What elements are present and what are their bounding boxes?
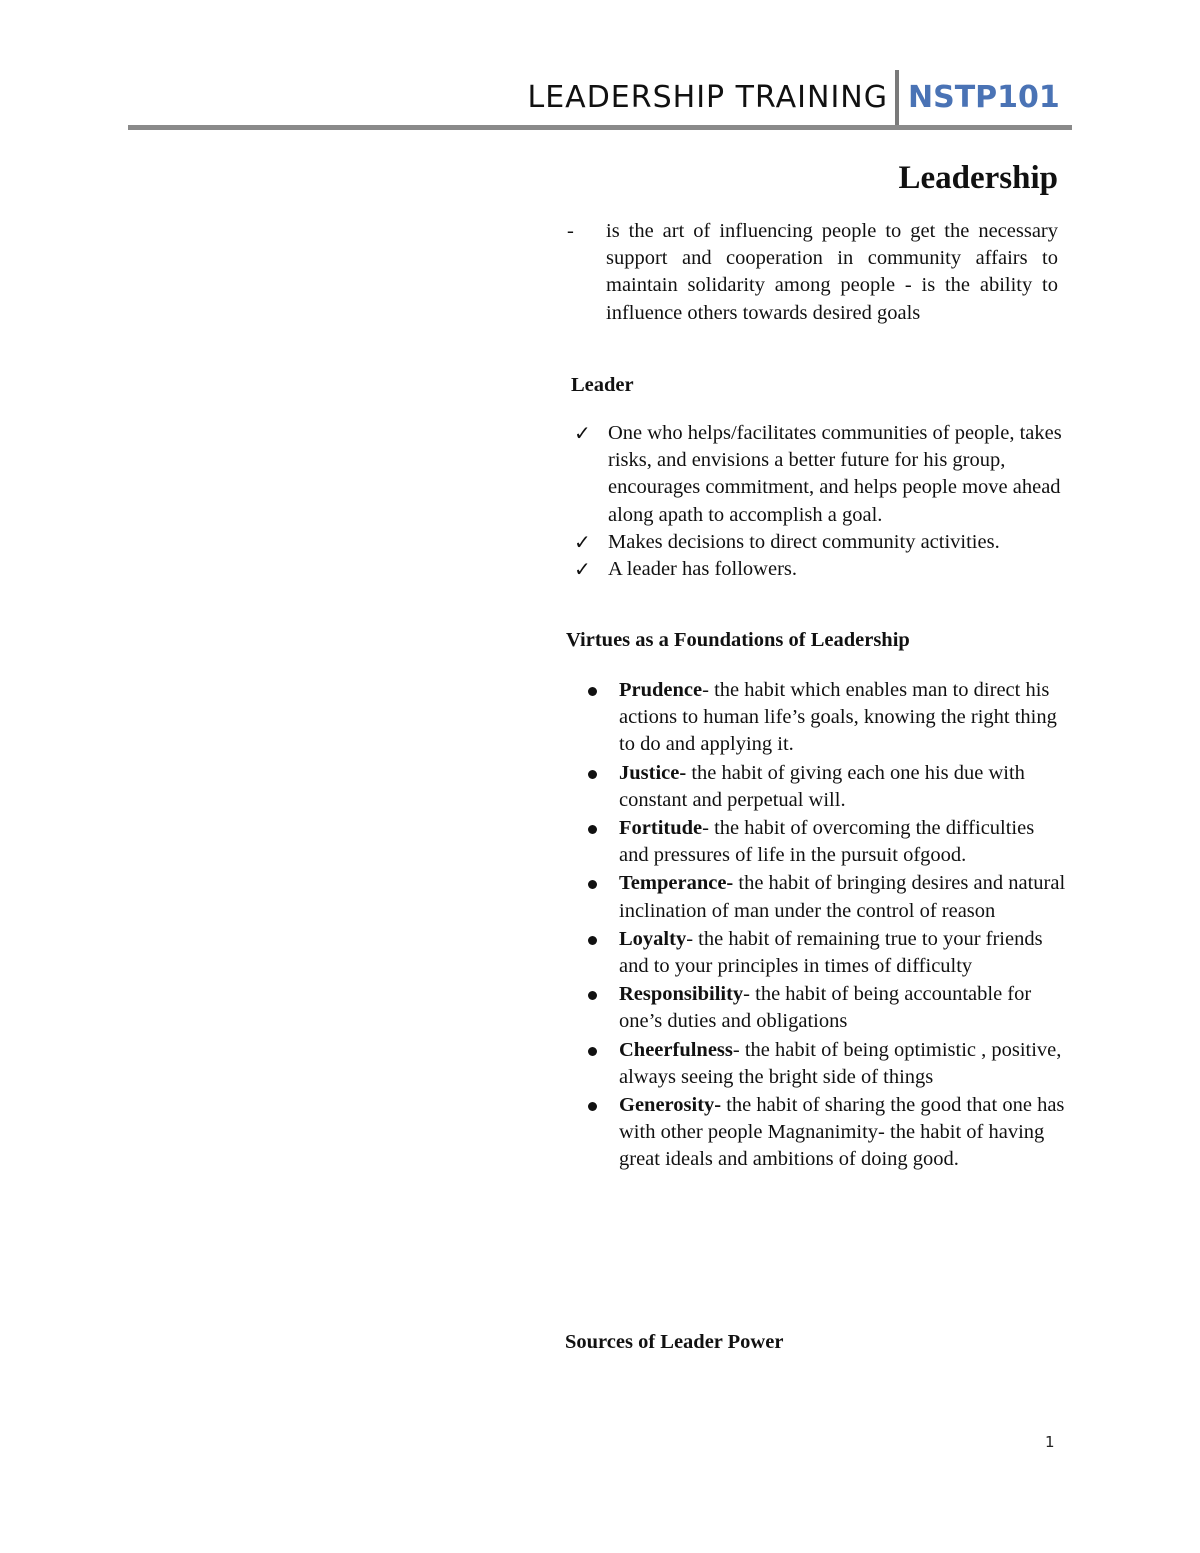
virtue-description: - the habit which enables man to direct his actions to human life’s goals, knowing the right thing to do and applying it.: [619, 679, 1057, 756]
leader-heading: Leader: [571, 374, 634, 396]
sources-heading: Sources of Leader Power: [565, 1331, 784, 1353]
virtue-term: Generosity-: [619, 1094, 722, 1117]
virtues-list: [619, 677, 1067, 1175]
definition-dash: -: [567, 220, 574, 242]
page-header: [128, 66, 1072, 132]
list-item: [619, 1092, 1067, 1174]
virtue-term: Temperance-: [619, 872, 734, 895]
list-item-text: Makes decisions to direct community activities.: [608, 530, 1000, 553]
virtue-term: Fortitude: [619, 817, 703, 840]
checkmark-icon: ✓: [574, 557, 591, 582]
virtues-heading: Virtues as a Foundations of Leadership: [566, 629, 910, 651]
page-number: 1: [1045, 1433, 1055, 1451]
virtue-description: the habit of bringing desires and natural inclination of man under the control of reason: [619, 872, 1066, 922]
list-item: [619, 815, 1067, 869]
list-item: [574, 556, 1068, 583]
virtue-description: - the habit of being accountable for one’s duties and obligations: [619, 983, 1032, 1033]
leadership-definition: [567, 218, 1058, 327]
virtue-term: Responsibility: [619, 983, 744, 1006]
virtue-description: the habit of sharing the good that one has with other people Magnanimity- the habit of having great ideals and ambitions of doing good.: [619, 1094, 1065, 1171]
virtue-description: - the habit of overcoming the difficulties and pressures of life in the pursuit ofgood.: [619, 817, 1035, 867]
list-item-text: A leader has followers.: [608, 558, 797, 581]
list-item: [619, 870, 1067, 924]
list-item: [619, 677, 1067, 759]
list-item: [619, 760, 1067, 814]
list-item: [619, 926, 1067, 980]
checkmark-icon: ✓: [574, 421, 591, 445]
list-item: [619, 981, 1067, 1035]
list-item-text: One who helps/facilitates communities of people, takes risks, and envisions a better future for his group, encourages commitment, and helps people move ahead along apath to accomplish a goal.: [608, 422, 1062, 526]
course-code: NSTP101: [908, 80, 1060, 115]
list-item: [574, 420, 1068, 529]
bullet-icon: [588, 770, 597, 779]
header-divider: [895, 70, 899, 128]
header-title: LEADERSHIP TRAINING: [527, 80, 888, 115]
page-title: Leadership: [898, 160, 1058, 196]
bullet-icon: [588, 936, 597, 945]
virtue-term: Justice-: [619, 761, 687, 784]
virtue-term: Loyalty: [619, 927, 687, 950]
bullet-icon: [588, 880, 597, 889]
bullet-icon: [588, 687, 597, 696]
virtue-term: Prudence: [619, 679, 703, 701]
bullet-icon: [588, 991, 597, 1000]
virtue-term: Cheerfulness: [619, 1038, 733, 1061]
leader-list: [574, 420, 1068, 583]
virtue-description: - the habit of remaining true to your friends and to your principles in times of difficulty: [619, 927, 1043, 978]
virtue-description: the habit of giving each one his due with constant and perpetual will.: [619, 761, 1025, 811]
header-rule: [128, 125, 1072, 130]
list-item: [619, 1037, 1067, 1091]
bullet-icon: [588, 1047, 597, 1056]
list-item: [574, 529, 1068, 556]
checkmark-icon: ✓: [574, 529, 591, 554]
definition-text: is the art of influencing people to get the necessary support and cooperation in community affairs to maintain solidarity among people - is the ability to influence others towards desired goals: [606, 220, 1058, 324]
bullet-icon: [588, 825, 597, 834]
virtue-description: - the habit of being optimistic , positive, always seeing the bright side of things: [619, 1038, 1062, 1088]
bullet-icon: [588, 1102, 597, 1111]
